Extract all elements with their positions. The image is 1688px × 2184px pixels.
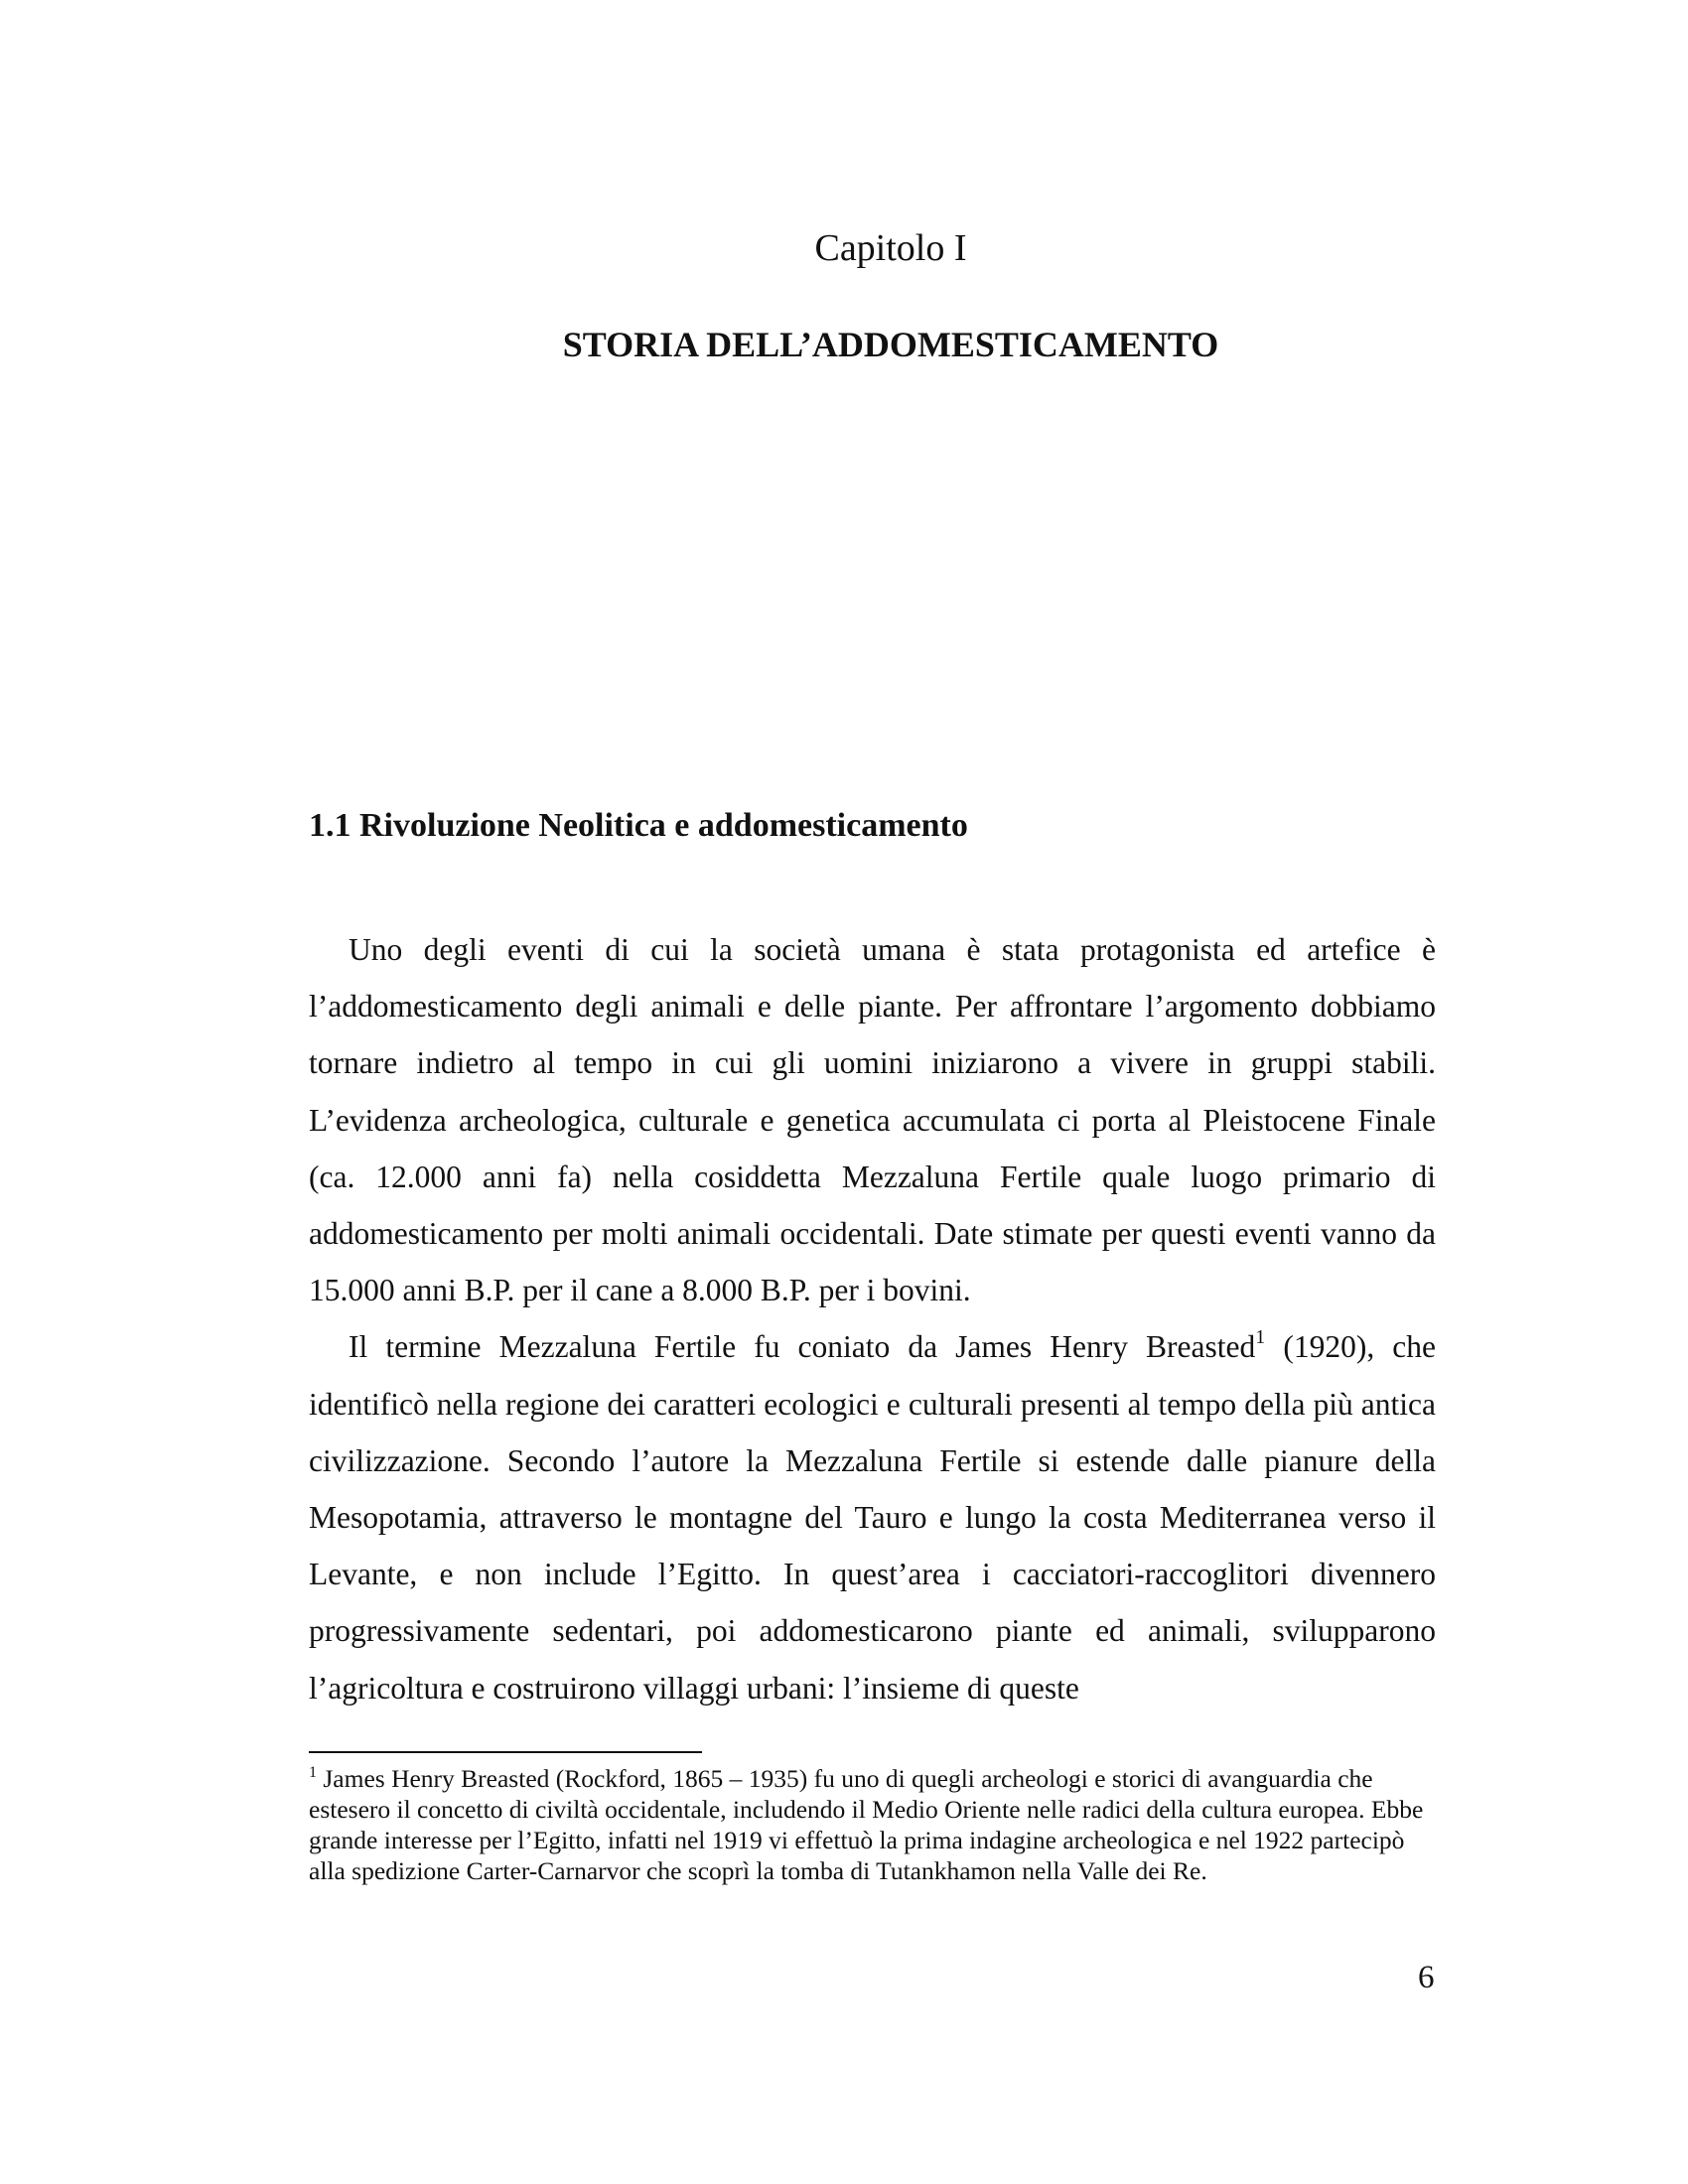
paragraph-2 [309,1318,1436,1715]
paragraph-2-text-end: (1920), che identificò nella regione dei caratteri ecologici e culturali presenti al tempo della più antica civilizzazione. Secondo l’autore la Mezzaluna Fertile si estende dalle pianure della Mesopotamia, attraverso le montagne del Tauro e lungo la costa Mediterranea verso il Levante, e non include l’Egitto. In quest’area i cacciatori-raccoglitori divennero progressivamente sedentari, poi addomesticarono piante ed animali, svilupparono l’agricoltura e costruirono villaggi urbani: l’insieme di queste [309,1329,1436,1706]
chapter-title: STORIA DELL’ADDOMESTICAMENTO [562,325,1219,364]
footnote-marker: 1 [309,1764,317,1781]
page-number: 6 [1418,1960,1435,1995]
footnote-reference: 1 [1255,1326,1266,1349]
paragraph-2-text-start: Il termine Mezzaluna Fertile fu coniato da James Henry Breasted [349,1329,1256,1365]
section-heading: 1.1 Rivoluzione Neolitica e addomesticamento [309,807,968,844]
footnote-separator [309,1751,702,1753]
footnote-text: James Henry Breasted (Rockford, 1865 – 1935) fu uno di quegli archeologi e storici di avanguardia che estesero il concetto di civiltà occidentale, includendo il Medio Oriente nelle radici della cultura europea. Ebbe grande interesse per l’Egitto, infatti nel 1919 vi effettuò la prima indagine archeologica e nel 1922 partecipò alla spedizione Carter-Carnarvor che scoprì la tomba di Tutankhamon nella Valle dei Re. [309,1764,1424,1885]
footnote [309,1763,1436,1886]
body-text [309,921,1436,1716]
paragraph-1: Uno degli eventi di cui la società umana è stata protagonista ed artefice è l’addomesticamento degli animali e delle piante. Per affrontare l’argomento dobbiamo tornare indietro al tempo in cui gli uomini iniziarono a vivere in gruppi stabili. L’evidenza archeologica, culturale e genetica accumulata ci porta al Pleistocene Finale (ca. 12.000 anni fa) nella cosiddetta Mezzaluna Fertile quale luogo primario di addomesticamento per molti animali occidentali. Date stimate per questi eventi vanno da 15.000 anni B.P. per il cane a 8.000 B.P. per i bovini. [309,932,1436,1308]
chapter-label: Capitolo I [814,227,967,269]
